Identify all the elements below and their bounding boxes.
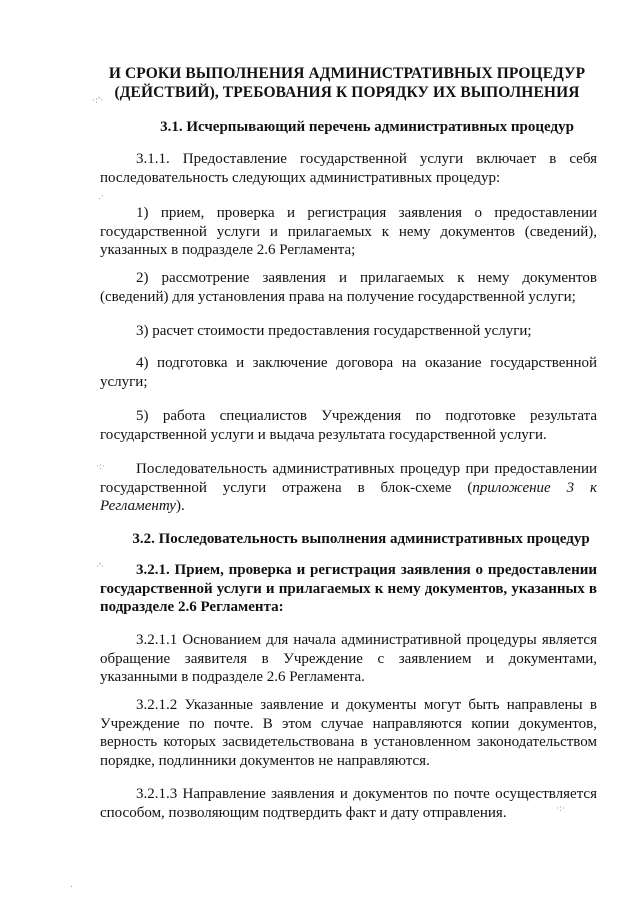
chapter-title-line-2: (ДЕЙСТВИЙ), ТРЕБОВАНИЯ К ПОРЯДКУ ИХ ВЫПОЛНЕНИЯ (114, 84, 580, 101)
sequence-text: Последовательность административных процедур при предоставлении государственной услуги отражена в блок-схеме ( (100, 461, 597, 496)
list-item-1 (100, 204, 597, 260)
list-item-3 (100, 322, 597, 341)
scan-speck: .· (98, 192, 104, 202)
scan-speck: . (70, 880, 73, 890)
list-item-text: 4) подготовка и заключение договора на оказание государственной услуги; (100, 355, 597, 390)
section-heading-3-1: 3.1. Исчерпывающий перечень административных процедур (160, 119, 574, 135)
paragraph-text: 3.2.1.2 Указанные заявление и документы могут быть направлены в Учреждение по почте. В этом случае направляются копии документов, верность которых засвидетельствована в установленном законодательством порядке, подлинники документов не направляются. (100, 697, 597, 769)
sequence-text-wrap (100, 460, 597, 516)
list-item-2 (100, 269, 597, 306)
scan-speck: ·:· (96, 462, 105, 472)
paragraph-text: 3.2.1.1 Основанием для начала административной процедуры является обращение заявителя в Учреждение с заявлением и документами, указанными в подразделе 2.6 Регламента. (100, 632, 597, 685)
scan-speck: ·:'· (92, 96, 104, 106)
appendix-reference: приложение 3 к Регламенту (100, 479, 597, 514)
list-item-text: 5) работа специалистов Учреждения по подготовке результата государственной услуги и выдача результата государственной услуги. (100, 408, 597, 443)
sequence-end: ). (175, 498, 185, 514)
paragraph-3-2-1-2 (100, 696, 597, 770)
paragraph-3-2-1-3 (100, 785, 597, 822)
list-item-4 (100, 354, 597, 391)
paragraph-3-1-1 (100, 150, 597, 187)
subsection-text: 3.2.1. Прием, проверка и регистрация заявления о предоставлении государственной услуги и прилагаемых к нему документов, указанных в подразделе 2.6 Регламента: (100, 562, 597, 615)
list-item-text: 1) прием, проверка и регистрация заявления о предоставлении государственной услуги и прилагаемых к нему документов (сведений), указанных в подразделе 2.6 Регламента; (100, 205, 597, 258)
list-item-text: 3) расчет стоимости предоставления государственной услуги; (136, 323, 532, 339)
scan-speck: ·:· (556, 804, 565, 814)
paragraph-3-2-1-1 (100, 631, 597, 687)
chapter-title-line-1: И СРОКИ ВЫПОЛНЕНИЯ АДМИНИСТРАТИВНЫХ ПРОЦЕДУР (108, 65, 586, 82)
paragraph-text: 3.1.1. Предоставление государственной услуги включает в себя последовательность следующих административных процедур: (100, 151, 597, 186)
subsection-heading-3-2-1 (100, 561, 597, 617)
scan-speck: ·'· (96, 562, 105, 572)
list-item-5 (100, 407, 597, 444)
paragraph-text: 3.2.1.3 Направление заявления и документов по почте осуществляется способом, позволяющим подтвердить факт и дату отправления. (100, 786, 597, 821)
list-item-text: 2) рассмотрение заявления и прилагаемых к нему документов (сведений) для установления права на получение государственной услуги; (100, 270, 597, 305)
sequence-paragraph (100, 460, 597, 516)
section-heading-3-2: 3.2. Последовательность выполнения административных процедур (132, 531, 590, 547)
